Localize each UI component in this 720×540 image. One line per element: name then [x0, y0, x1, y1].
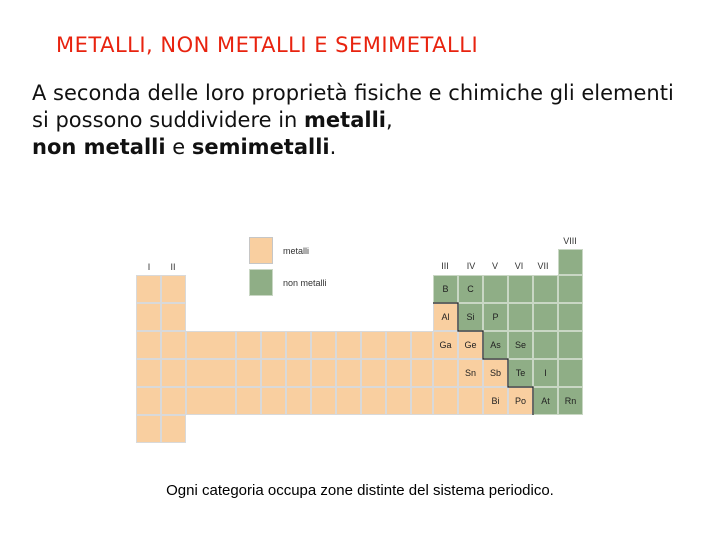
- element-symbol: Te: [515, 368, 526, 378]
- group-label-8: VIII: [563, 236, 577, 246]
- group-label-2: II: [170, 262, 176, 272]
- element-symbol: Sn: [464, 368, 476, 378]
- slide-title: METALLI, NON METALLI E SEMIMETALLI: [56, 33, 479, 57]
- element-symbol: B: [442, 284, 449, 294]
- element-symbol: Ge: [464, 340, 477, 350]
- group-label-5: V: [491, 261, 498, 271]
- element-symbol: At: [541, 396, 550, 406]
- group-label-6: VI: [514, 261, 524, 271]
- element-symbol: I: [544, 368, 547, 378]
- intro-text-1: A seconda delle loro proprietà fisiche e chimiche gli elementi si possono suddividere in: [32, 81, 674, 132]
- element-symbol: C: [467, 284, 474, 294]
- group-label-7: VII: [537, 261, 549, 271]
- group-label-3: III: [441, 261, 449, 271]
- element-symbol: Po: [514, 396, 526, 406]
- caption: Ogni categoria occupa zone distinte del sistema periodico.: [166, 482, 554, 499]
- legend-label-metals: metalli: [283, 246, 310, 256]
- term-non-metalli: non metalli: [32, 135, 166, 159]
- term-metalli: metalli: [304, 108, 386, 132]
- intro-text-2: ,: [385, 108, 393, 132]
- element-symbol: Ga: [439, 340, 452, 350]
- element-symbol: P: [492, 312, 499, 322]
- legend-label-nonmetals: non metalli: [283, 278, 327, 288]
- element-symbol: Bi: [491, 396, 500, 406]
- group-label-4: IV: [466, 261, 476, 271]
- element-symbol: Al: [441, 312, 450, 322]
- element-symbol: Sb: [489, 368, 501, 378]
- group-label-1: I: [147, 262, 151, 272]
- term-semimetalli: semimetalli: [191, 135, 330, 159]
- element-symbol: Rn: [564, 396, 577, 406]
- intro-text-4: .: [329, 135, 337, 159]
- element-symbol: Si: [466, 312, 475, 322]
- element-symbol: As: [490, 340, 501, 350]
- intro-text-3: e: [165, 135, 192, 159]
- element-symbol: Se: [514, 340, 526, 350]
